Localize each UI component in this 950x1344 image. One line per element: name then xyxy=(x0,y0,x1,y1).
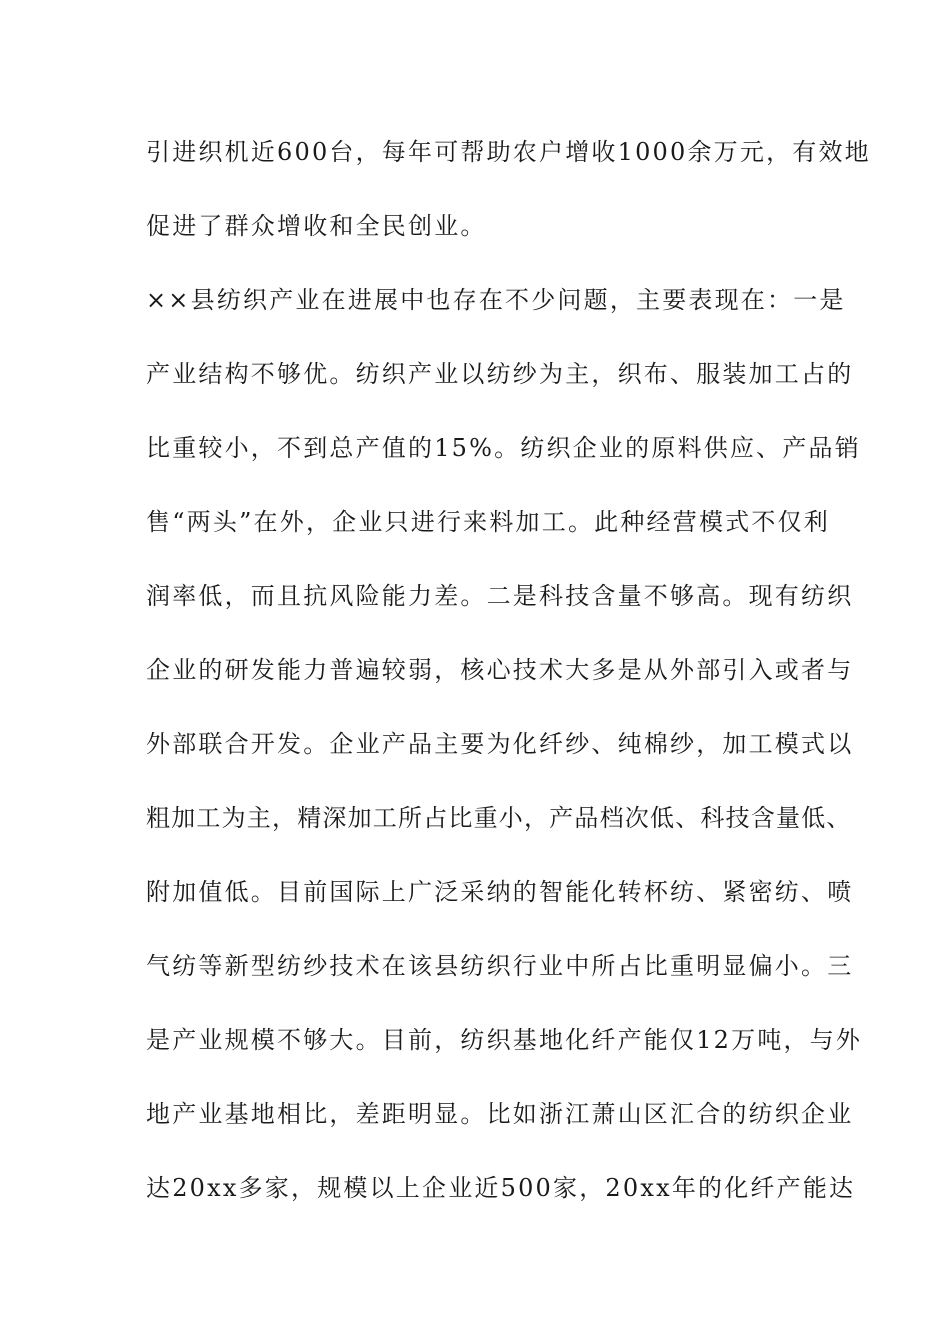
text-line-6: 售“两头”在外，企业只进行来料加工。此种经营模式不仅利 xyxy=(146,508,830,536)
text-line-9: 外部联合开发。企业产品主要为化纤纱、纯棉纱，加工模式以 xyxy=(146,730,854,758)
text-line-14: 地产业基地相比，差距明显。比如浙江萧山区汇合的纺织企业 xyxy=(146,1100,854,1128)
text-line-12: 气纺等新型纺纱技术在该县纺织行业中所占比重明显偏小。三 xyxy=(146,952,854,980)
text-line-13: 是产业规模不够大。目前，纺织基地化纤产能仅12万吨，与外 xyxy=(146,1026,863,1054)
text-line-1: 引进织机近600台，每年可帮助农户增收1000余万元，有效地 xyxy=(146,138,871,166)
text-line-4: 产业结构不够优。纺织产业以纺纱为主，织布、服装加工占的 xyxy=(146,360,854,388)
text-line-8: 企业的研发能力普遍较弱，核心技术大多是从外部引入或者与 xyxy=(146,656,854,684)
text-line-10: 粗加工为主，精深加工所占比重小，产品档次低、科技含量低、 xyxy=(146,804,852,832)
text-line-3: ××县纺织产业在进展中也存在不少问题，主要表现在：一是 xyxy=(146,286,846,314)
text-line-15: 达20xx多家，规模以上企业近500家，20xx年的化纤产能达 xyxy=(146,1174,856,1202)
body-text xyxy=(146,127,871,1237)
text-line-5: 比重较小，不到总产值的15%。纺织企业的原料供应、产品销 xyxy=(146,434,861,462)
text-line-11: 附加值低。目前国际上广泛采纳的智能化转杯纺、紧密纺、喷 xyxy=(146,878,854,906)
text-line-7: 润率低，而且抗风险能力差。二是科技含量不够高。现有纺织 xyxy=(146,582,854,610)
text-line-2: 促进了群众增收和全民创业。 xyxy=(146,212,487,240)
